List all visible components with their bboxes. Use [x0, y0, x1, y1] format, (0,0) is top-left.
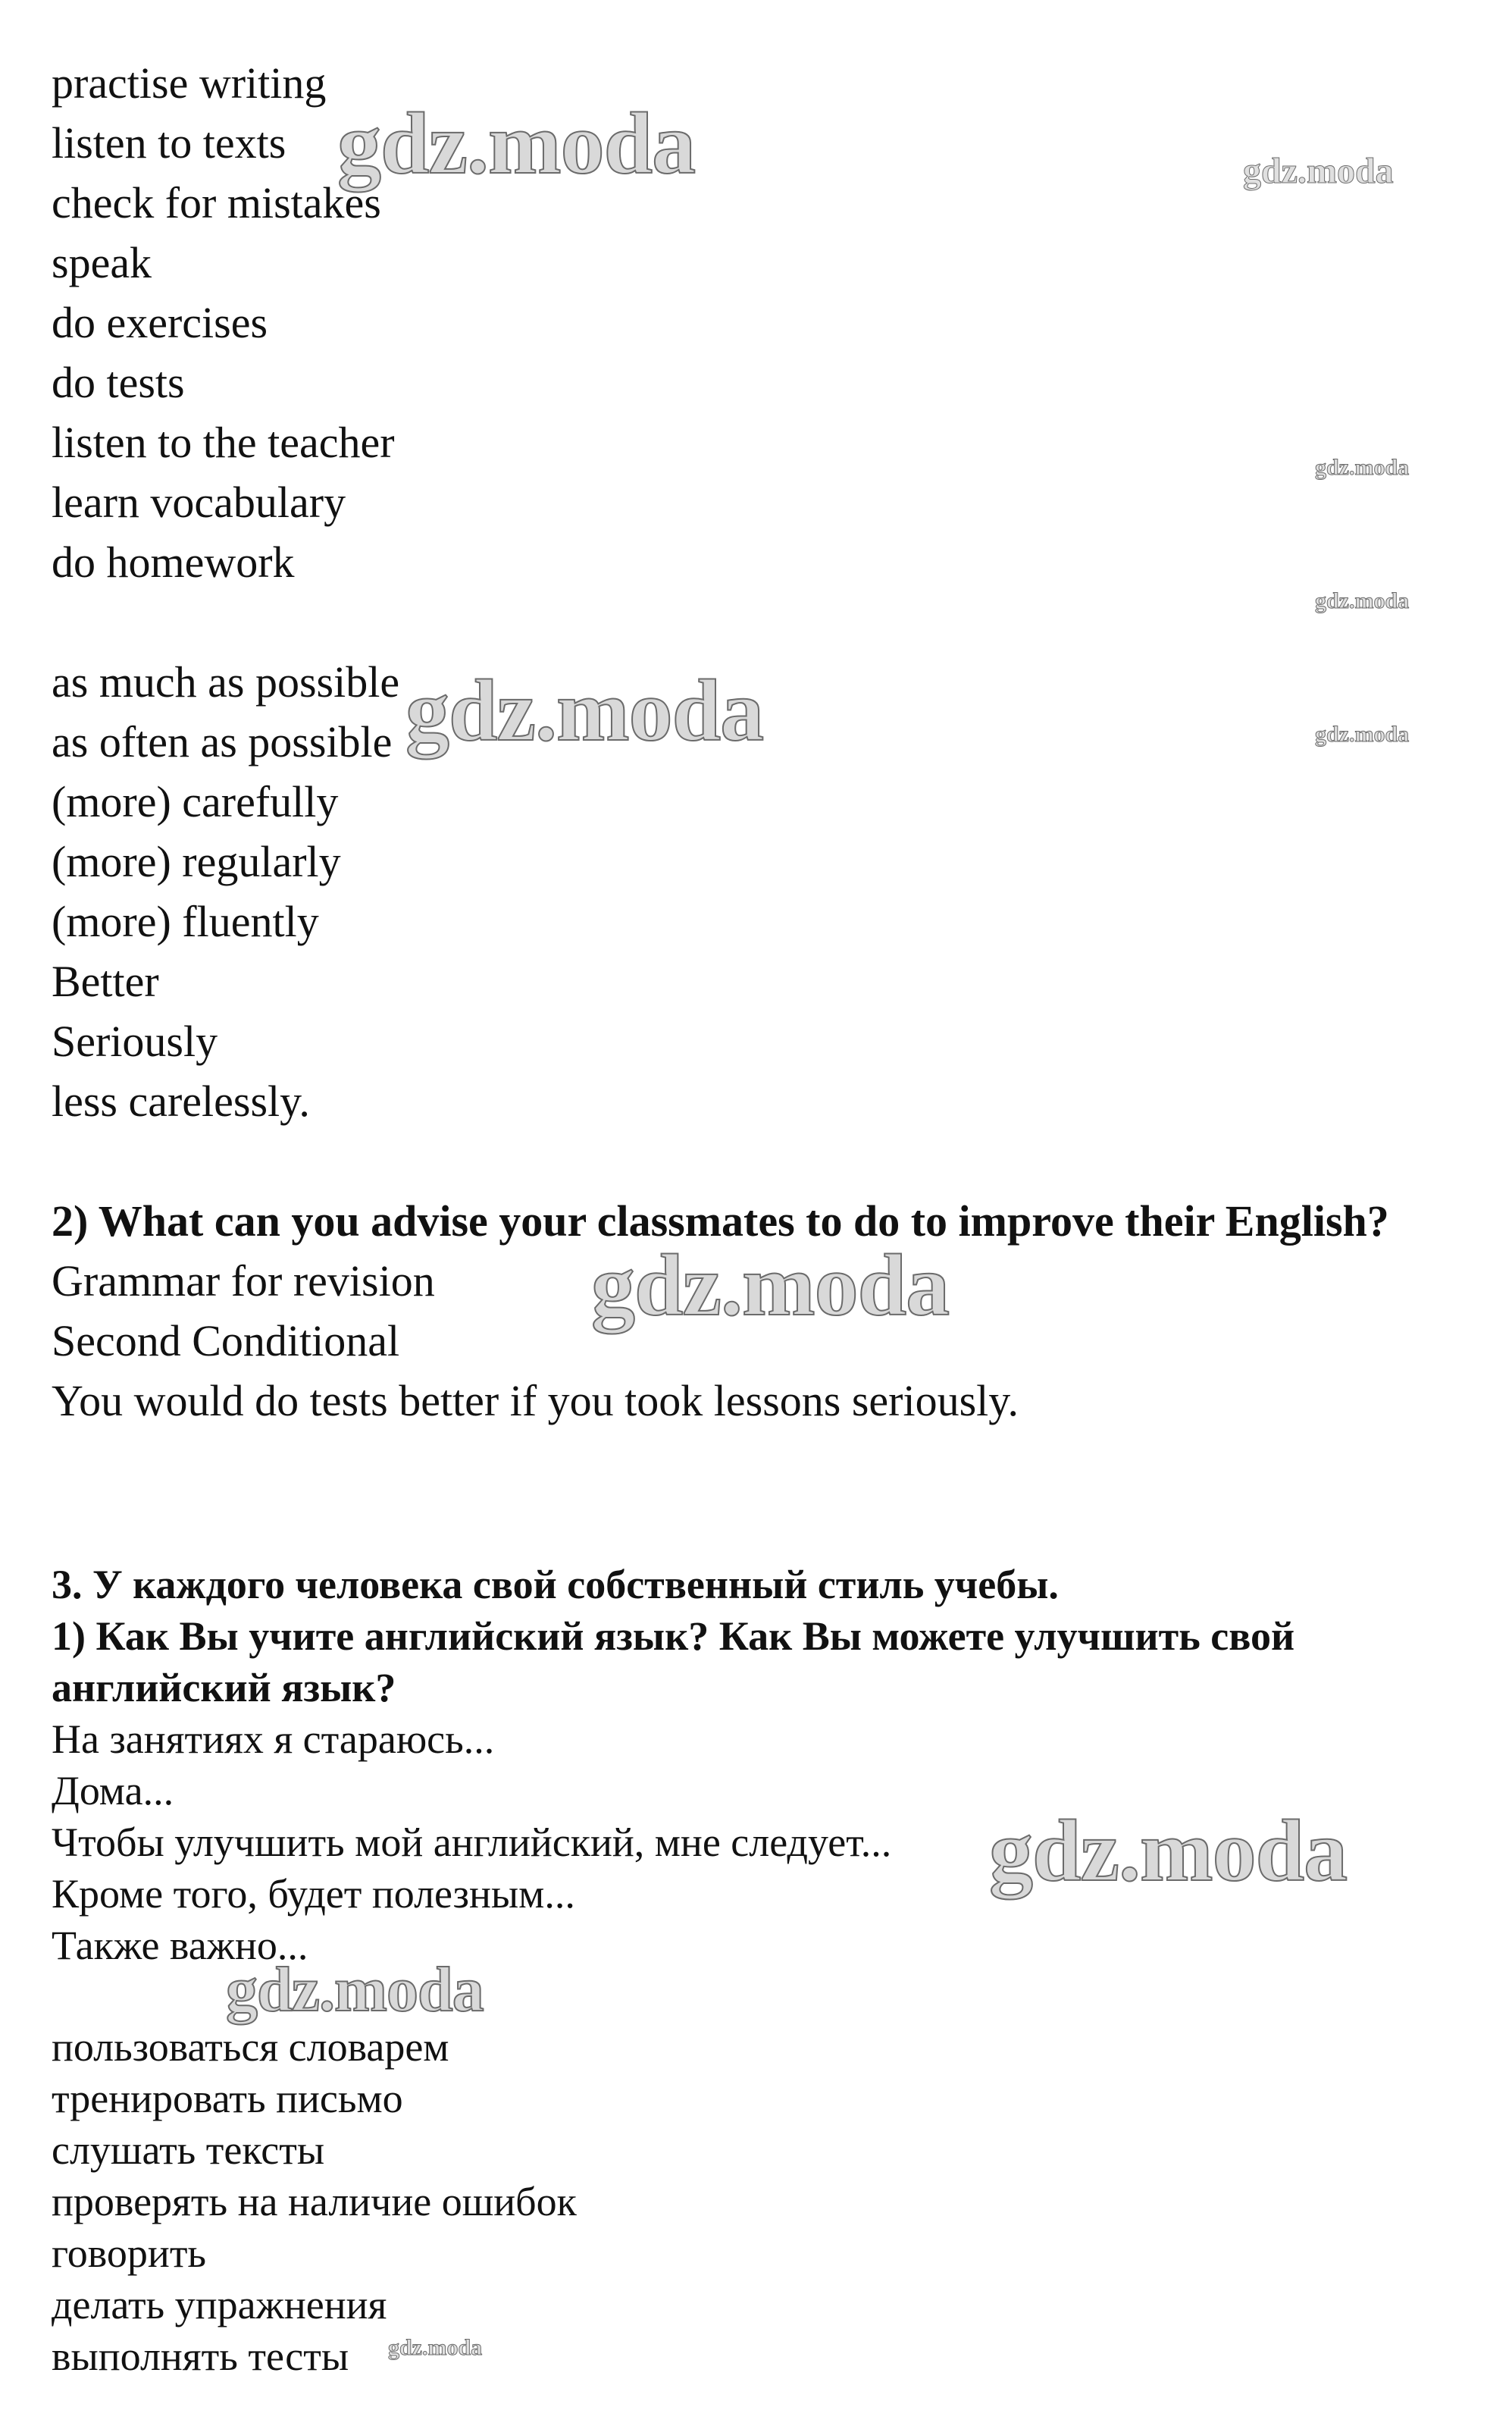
list-item: (more) carefully	[52, 777, 339, 826]
watermark: gdz.moda	[1243, 151, 1394, 191]
list-item: говорить	[52, 2230, 207, 2276]
task-heading: 3. У каждого человека свой собственный стиль учебы.	[52, 1562, 1059, 1607]
watermark: gdz.moda	[1315, 722, 1410, 747]
watermark: gdz.moda	[1315, 455, 1410, 480]
list-item: as often as possible	[52, 717, 393, 766]
answer-line: Grammar for revision	[52, 1256, 435, 1306]
list-item: do homework	[52, 538, 295, 587]
list-item: (more) regularly	[52, 837, 341, 886]
list-item: Seriously	[52, 1017, 218, 1066]
watermark: gdz.moda	[388, 2335, 483, 2360]
prompt-line: Дома...	[52, 1768, 174, 1813]
prompt-line: Кроме того, будет полезным...	[52, 1871, 575, 1917]
list-item: listen to the teacher	[52, 418, 395, 467]
list-item: practise writing	[52, 58, 327, 108]
watermark: gdz.moda	[226, 1954, 484, 2025]
list-item: do exercises	[52, 298, 268, 347]
prompt-line: На занятиях я стараюсь...	[52, 1716, 495, 1762]
watermark: gdz.moda	[591, 1237, 950, 1334]
question-heading: английский язык?	[52, 1665, 396, 1710]
list-item: learn vocabulary	[52, 478, 346, 527]
answer-line: Second Conditional	[52, 1316, 400, 1365]
watermark: gdz.moda	[405, 663, 764, 760]
list-item: speak	[52, 238, 152, 287]
watermark: gdz.moda	[989, 1803, 1348, 1900]
watermark: gdz.moda	[337, 96, 696, 193]
list-item: пользоваться словарем	[52, 2024, 449, 2070]
list-item: выполнять тесты	[52, 2334, 349, 2379]
question-heading: 2) What can you advise your classmates to do to improve their English?	[52, 1196, 1389, 1246]
list-item: слушать тексты	[52, 2127, 325, 2173]
prompt-line: Также важно...	[52, 1923, 308, 1968]
answer-line: You would do tests better if you took lessons seriously.	[52, 1376, 1019, 1425]
list-item: проверять на наличие ошибок	[52, 2179, 577, 2224]
list-item: as much as possible	[52, 657, 400, 707]
list-item: тренировать письмо	[52, 2076, 403, 2121]
list-item: check for mistakes	[52, 178, 381, 227]
prompt-line: Чтобы улучшить мой английский, мне следует...	[52, 1820, 892, 1865]
list-item: listen to texts	[52, 118, 286, 168]
list-item: Better	[52, 957, 159, 1006]
question-heading: 1) Как Вы учите английский язык? Как Вы можете улучшить свой	[52, 1613, 1295, 1659]
list-item: делать упражнения	[52, 2282, 387, 2327]
list-item: do tests	[52, 358, 185, 407]
list-item: (more) fluently	[52, 897, 319, 946]
watermark: gdz.moda	[1315, 588, 1410, 613]
list-item: less carelessly.	[52, 1077, 310, 1126]
